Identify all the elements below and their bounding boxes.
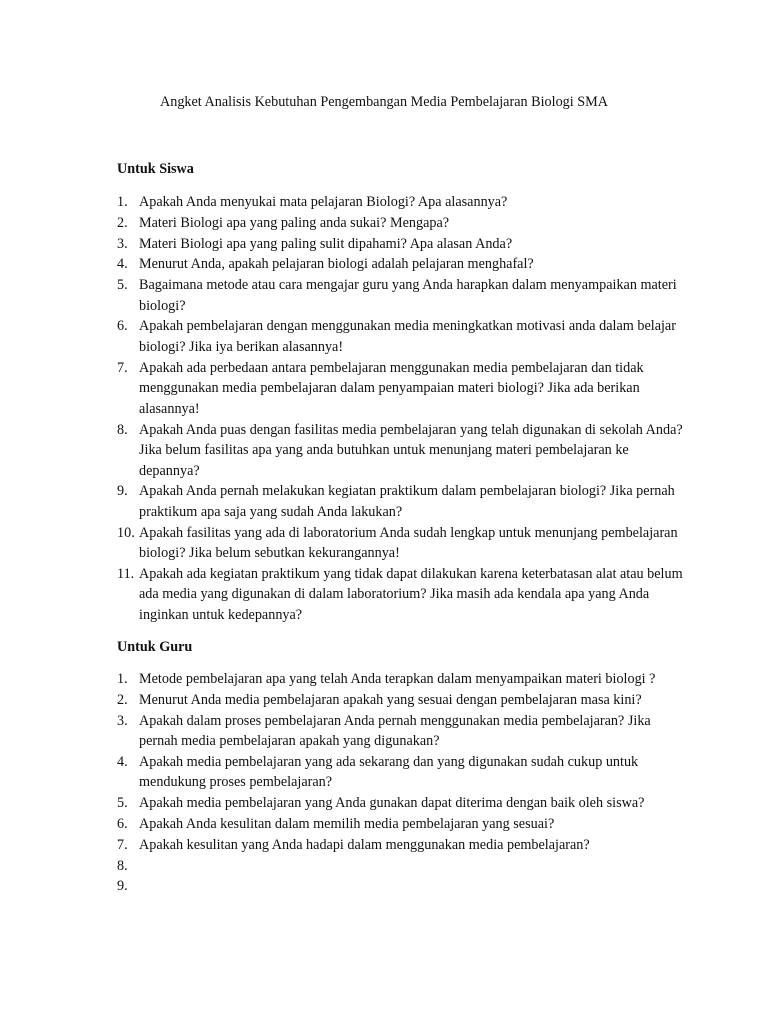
question-number: 1. xyxy=(117,671,128,687)
document-title: Angket Analisis Kebutuhan Pengembangan Media Pembelajaran Biologi SMA xyxy=(159,94,608,110)
question-text: Menurut Anda media pembelajaran apakah yang sesuai dengan pembelajaran masa kini? xyxy=(139,691,642,708)
question-item xyxy=(0,213,768,234)
question-item xyxy=(0,690,768,711)
question-number: 3. xyxy=(117,712,128,729)
question-number: 5. xyxy=(117,795,128,812)
question-item xyxy=(0,564,768,626)
question-text: Apakah pembelajaran dengan menggunakan media meningkatkan motivasi anda dalam belajar biologi? Jika iya berikan alasannya! xyxy=(139,318,676,355)
question-number: 3. xyxy=(117,235,128,252)
question-text: Apakah Anda puas dengan fasilitas media pembelajaran yang telah digunakan di sekolah Anda? Jika belum fasilitas apa yang anda butuhkan untuk menunjang materi pembelajaran ke depannya? xyxy=(139,421,683,479)
question-number: 5. xyxy=(117,277,128,294)
question-number: 10. xyxy=(117,524,135,541)
question-item xyxy=(0,793,768,814)
question-item xyxy=(0,481,768,522)
question-number: 2. xyxy=(117,214,128,231)
question-number: 9. xyxy=(117,878,128,895)
question-number: 4. xyxy=(117,753,128,770)
question-text: Apakah ada kegiatan praktikum yang tidak dapat dilakukan karena keterbatasan alat atau belum ada media yang digunakan di dalam laboratorium? Jika masih ada kendala apa yang Anda inginkan untuk kedepannya? xyxy=(139,565,683,623)
question-text: Menurut Anda, apakah pelajaran biologi adalah pelajaran menghafal? xyxy=(139,256,534,273)
question-number: 9. xyxy=(117,483,128,500)
question-text: Apakah media pembelajaran yang ada sekarang dan yang digunakan sudah cukup untuk mendukung proses pembelajaran? xyxy=(139,753,639,791)
question-item xyxy=(0,192,768,213)
question-item xyxy=(0,814,768,835)
question-list-siswa xyxy=(0,192,768,626)
question-text: Apakah fasilitas yang ada di laboratorium Anda sudah lengkap untuk menunjang pembelajaran biologi? Jika belum sebutkan kekurangannya! xyxy=(139,524,678,562)
question-number: 1. xyxy=(117,194,128,210)
question-text: Apakah ada perbedaan antara pembelajaran menggunakan media pembelajaran dan tidak menggunakan media pembelajaran dalam penyampaian materi biologi? Jika ada berikan alasannya! xyxy=(139,359,644,417)
question-text: Materi Biologi apa yang paling sulit dipahami? Apa alasan Anda? xyxy=(139,235,513,252)
question-text: Bagaimana metode atau cara mengajar guru yang Anda harapkan dalam menyampaikan materi biologi? xyxy=(139,277,677,314)
question-item xyxy=(0,835,768,856)
question-item xyxy=(0,316,768,357)
question-number: 11. xyxy=(117,565,135,582)
question-item xyxy=(0,523,768,564)
question-number: 8. xyxy=(117,857,128,874)
question-number: 8. xyxy=(117,421,128,438)
question-text: Metode pembelajaran apa yang telah Anda terapkan dalam menyampaikan materi biologi ? xyxy=(139,671,656,687)
question-number: 7. xyxy=(117,836,128,853)
question-item xyxy=(0,234,768,255)
question-item xyxy=(0,254,768,275)
question-text: Materi Biologi apa yang paling anda sukai? Mengapa? xyxy=(139,214,450,231)
question-number: 7. xyxy=(117,359,128,376)
question-item xyxy=(0,669,768,690)
question-item xyxy=(0,358,768,420)
question-text: Apakah dalam proses pembelajaran Anda pernah menggunakan media pembelajaran? Jika pernah media pembelajaran apakah yang digunakan? xyxy=(139,712,651,750)
question-text xyxy=(139,876,686,897)
section-heading-guru: Untuk Guru xyxy=(117,639,193,655)
question-item xyxy=(0,752,768,793)
question-number: 6. xyxy=(117,815,128,832)
question-text: Apakah kesulitan yang Anda hadapi dalam menggunakan media pembelajaran? xyxy=(139,836,590,853)
question-number: 6. xyxy=(117,318,128,335)
question-item xyxy=(0,275,768,316)
question-list-guru xyxy=(0,669,768,897)
question-item xyxy=(0,856,768,877)
question-item xyxy=(0,876,768,897)
question-number: 2. xyxy=(117,691,128,708)
question-text: Apakah Anda kesulitan dalam memilih media pembelajaran yang sesuai? xyxy=(139,815,555,832)
question-number: 4. xyxy=(117,256,128,273)
question-text: Apakah media pembelajaran yang Anda gunakan dapat diterima dengan baik oleh siswa? xyxy=(139,795,645,812)
question-item xyxy=(0,711,768,752)
question-text xyxy=(139,856,686,877)
question-text: Apakah Anda menyukai mata pelajaran Biologi? Apa alasannya? xyxy=(139,194,508,210)
question-item xyxy=(0,420,768,482)
question-text: Apakah Anda pernah melakukan kegiatan praktikum dalam pembelajaran biologi? Jika pernah praktikum apa saja yang sudah Anda lakukan? xyxy=(139,483,675,520)
section-heading-siswa: Untuk Siswa xyxy=(117,161,194,177)
